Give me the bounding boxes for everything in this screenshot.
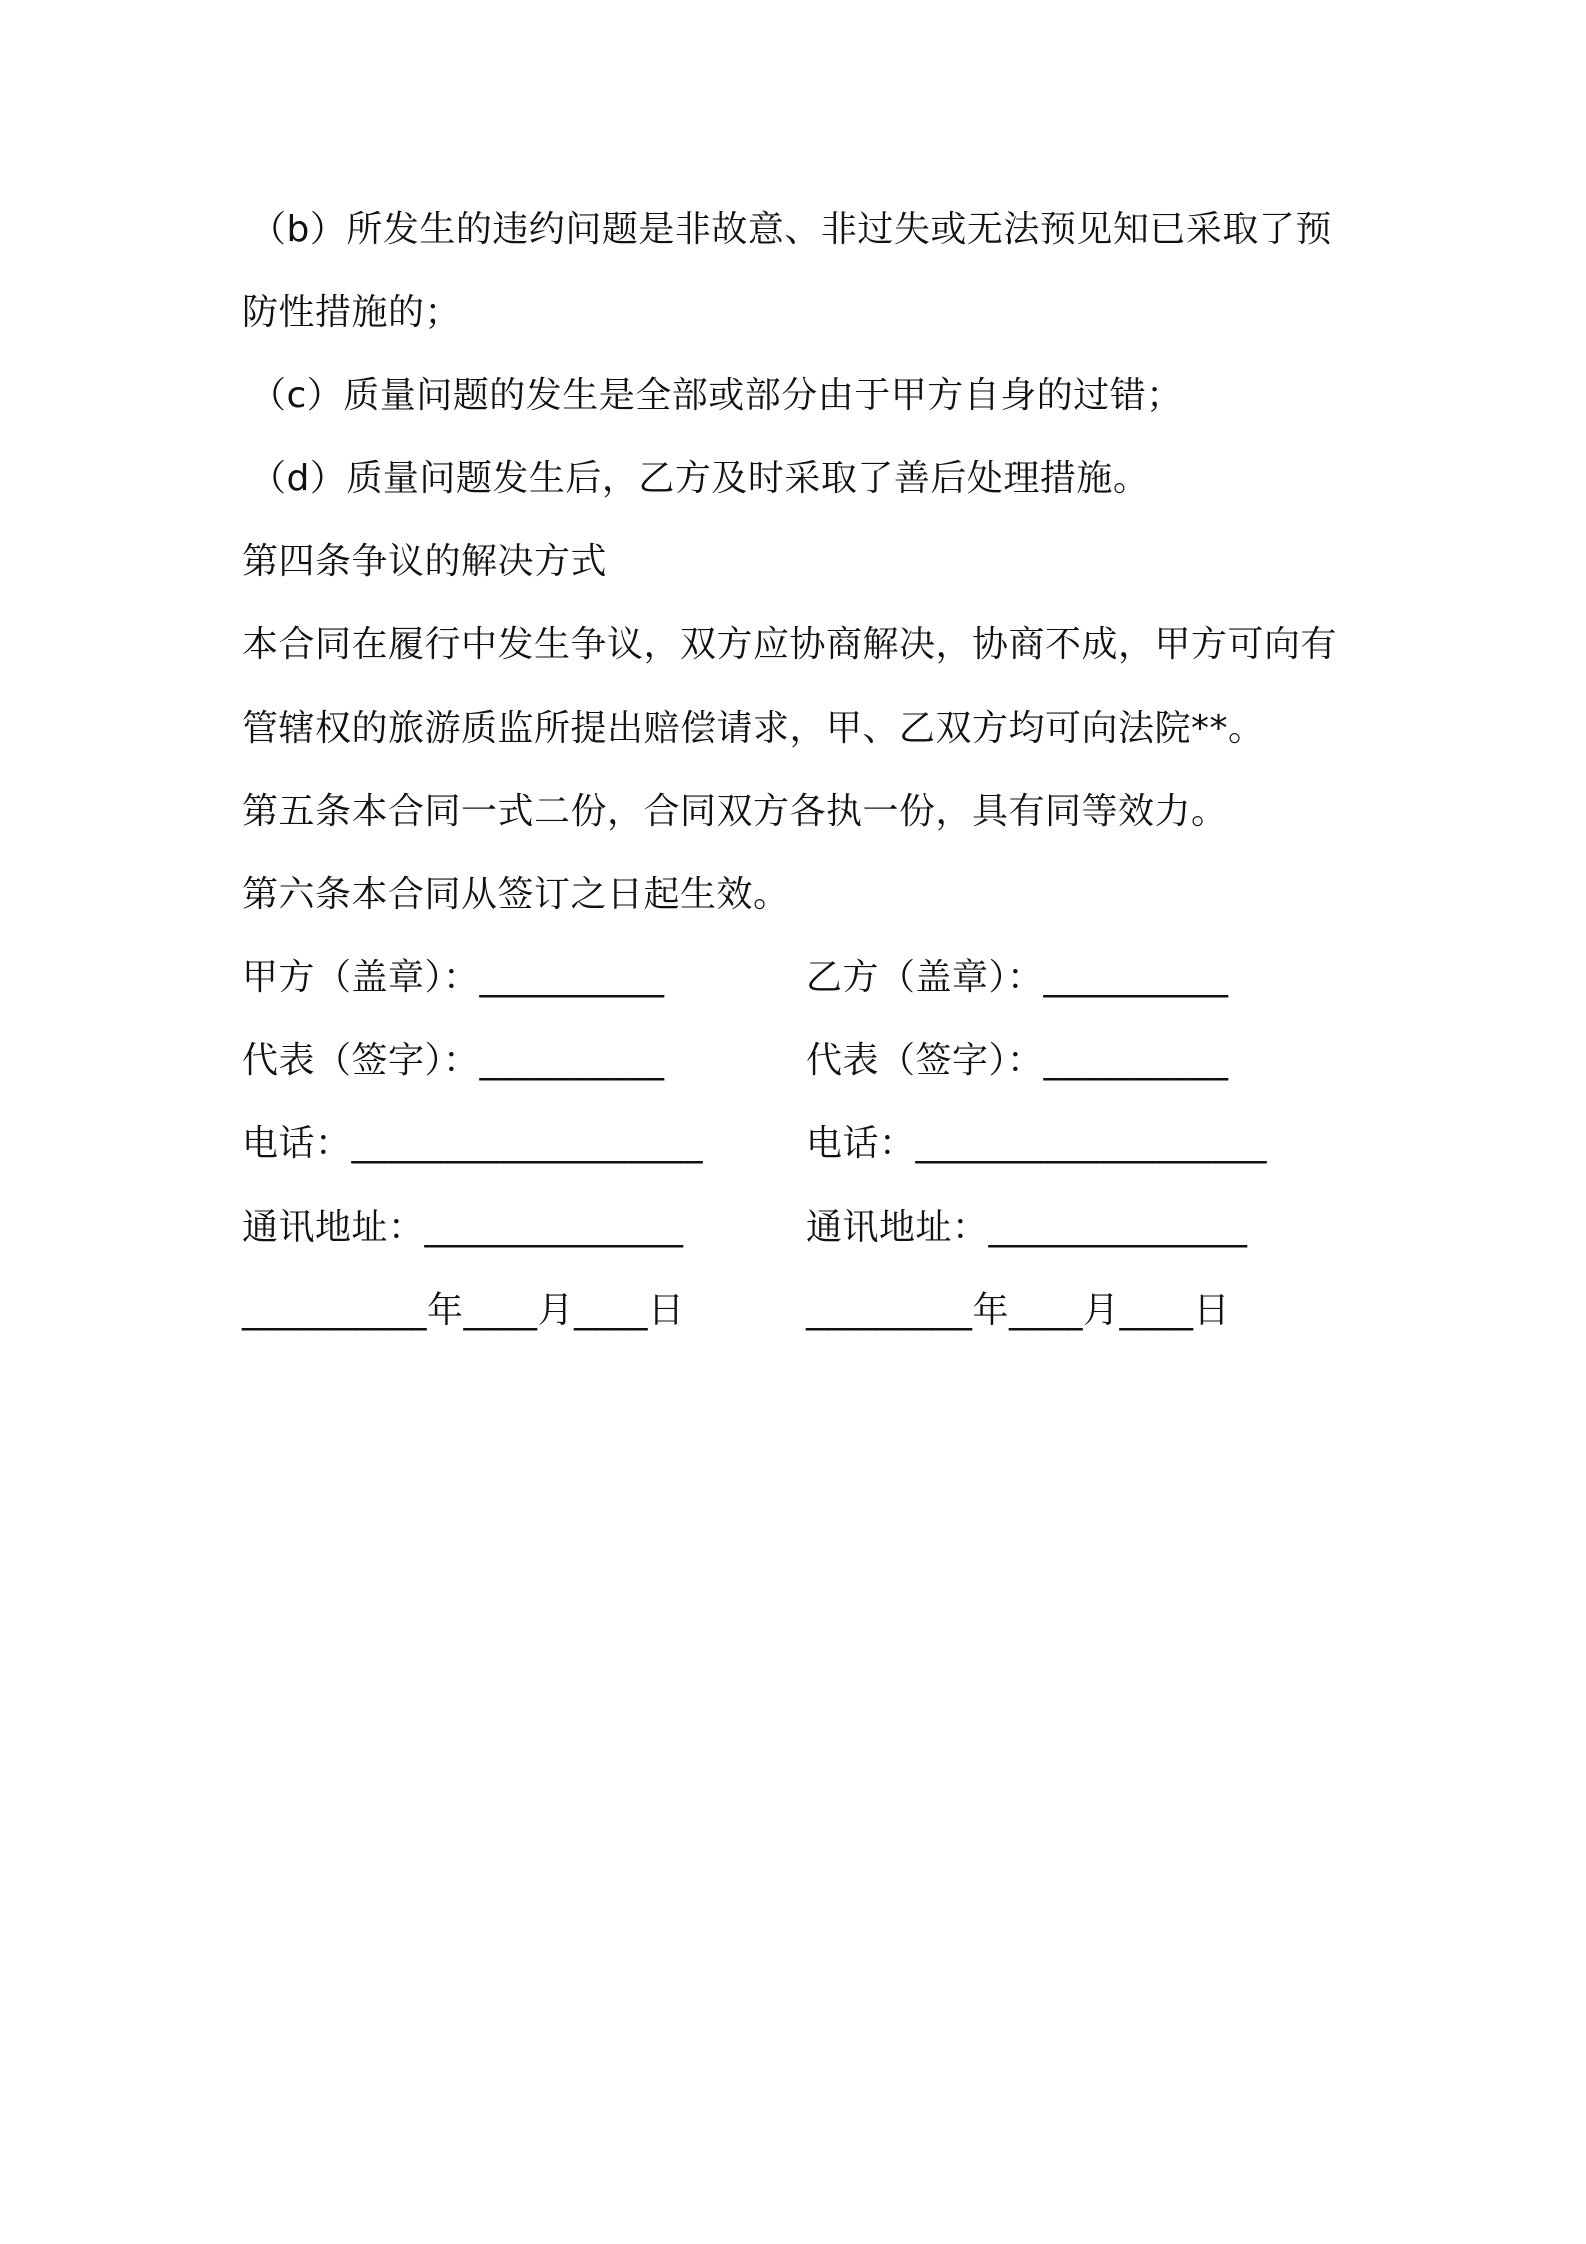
article-4-line2: 管辖权的旅游质监所提出赔偿请求，甲、乙双方均可向法院**。 (242, 708, 1265, 749)
party-b-address-field: 通讯地址：______________ (806, 1207, 1248, 1248)
clause-b-line1: （b）所发生的违约问题是非故意、非过失或无法预见知已采取了预 (250, 209, 1332, 250)
party-b-phone-field: 电话：___________________ (806, 1123, 1268, 1164)
party-b-date-field: _________年____月____日 (806, 1290, 1230, 1331)
article-4-line1: 本合同在履行中发生争议，双方应协商解决，协商不成，甲方可向有 (242, 624, 1338, 665)
party-a-phone-field: 电话：___________________ (242, 1123, 704, 1164)
party-a-representative-field: 代表（签字）：__________ (242, 1040, 665, 1081)
party-a-address-field: 通讯地址：______________ (242, 1207, 684, 1248)
clause-b-line2: 防性措施的； (242, 292, 462, 333)
clause-d: （d）质量问题发生后，乙方及时采取了善后处理措施。 (250, 458, 1150, 499)
article-5: 第五条本合同一式二份，合同双方各执一份，具有同等效力。 (242, 791, 1228, 832)
article-6: 第六条本合同从签订之日起生效。 (242, 874, 790, 915)
party-a-date-field: __________年____月____日 (242, 1290, 685, 1331)
party-a-seal-field: 甲方（盖章）：__________ (242, 957, 665, 998)
party-b-representative-field: 代表（签字）：__________ (806, 1040, 1229, 1081)
article-4-title: 第四条争议的解决方式 (242, 541, 608, 582)
clause-c: （c）质量问题的发生是全部或部分由于甲方自身的过错； (250, 375, 1183, 416)
party-b-seal-field: 乙方（盖章）：__________ (806, 957, 1229, 998)
